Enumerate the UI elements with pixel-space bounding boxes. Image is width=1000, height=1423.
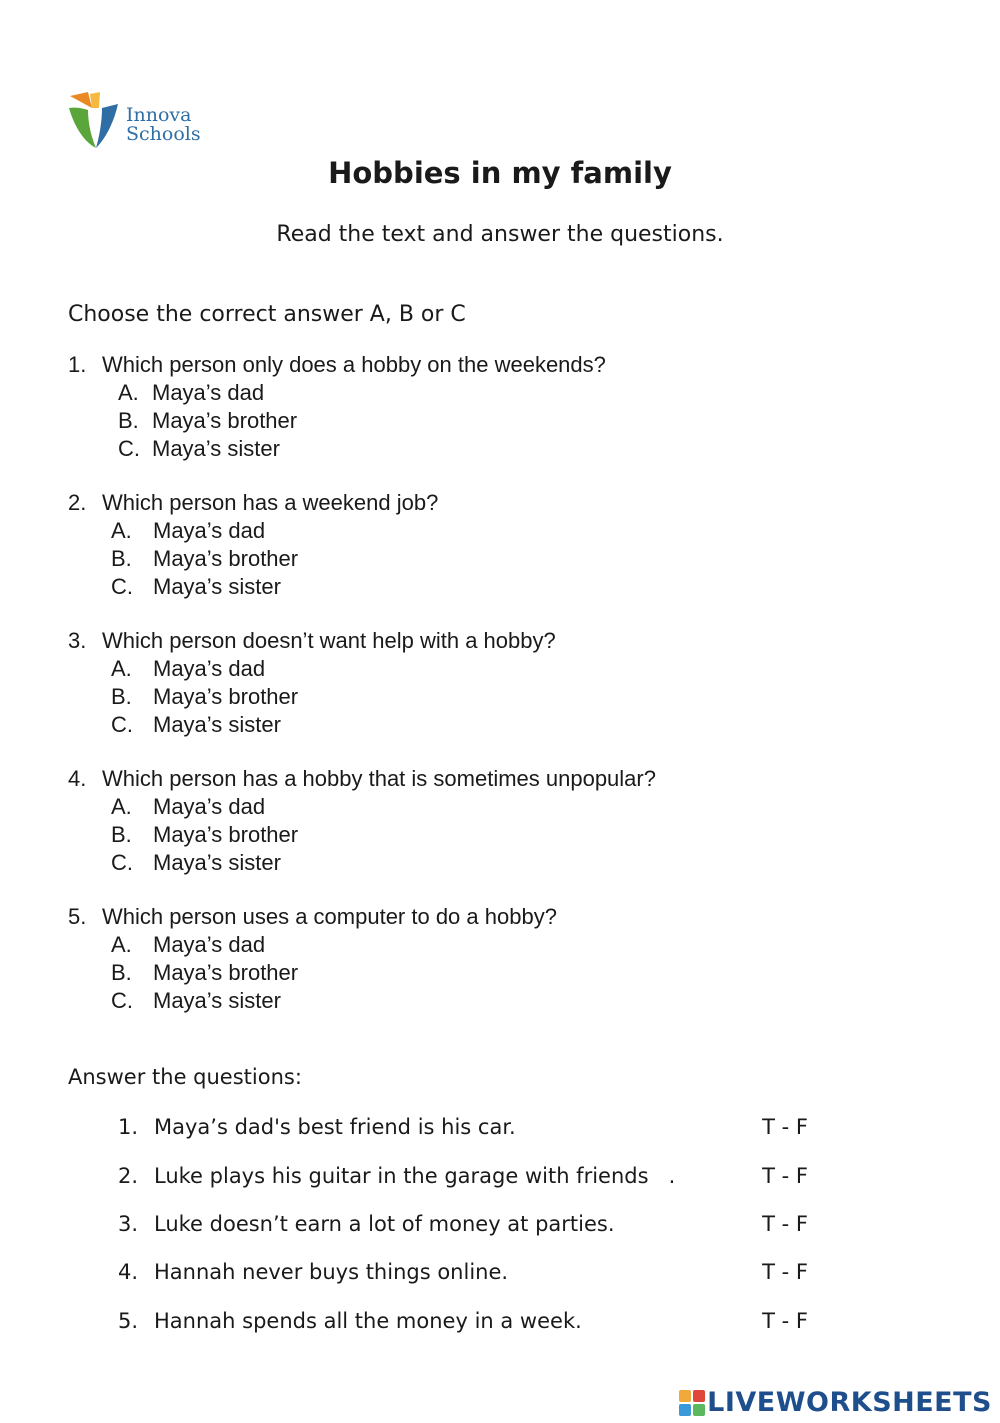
option-letter: C. [111, 712, 133, 737]
tf-statement: Luke plays his guitar in the garage with friends . [154, 1164, 676, 1188]
option-b[interactable] [68, 959, 557, 987]
option-text: Maya’s sister [153, 850, 281, 875]
option-letter: C. [111, 574, 133, 599]
option-text: Maya’s brother [152, 408, 298, 433]
tf-number: 4. [118, 1260, 139, 1284]
option-a[interactable] [68, 931, 557, 959]
option-letter: B. [111, 546, 132, 571]
question-text: Which person has a weekend job? [102, 490, 439, 515]
section-heading-true-false: Answer the questions: [68, 1065, 302, 1089]
true-false-choice[interactable]: T - F [762, 1309, 808, 1333]
option-letter: C. [111, 850, 133, 875]
option-letter: A. [111, 518, 132, 543]
tf-number: 3. [118, 1212, 139, 1236]
option-text: Maya’s brother [153, 822, 299, 847]
option-text: Maya’s brother [153, 684, 299, 709]
option-letter: B. [111, 822, 132, 847]
question-4 [68, 765, 656, 877]
section-heading-multiple-choice: Choose the correct answer A, B or C [68, 302, 466, 327]
page-title: Hobbies in my family [328, 156, 672, 190]
logo-line-1: Innova [126, 104, 192, 126]
option-text: Maya’s sister [153, 574, 281, 599]
tf-item-4 [118, 1257, 808, 1287]
tf-statement: Luke doesn’t earn a lot of money at parties. [154, 1212, 615, 1236]
option-letter: C. [118, 436, 140, 461]
innova-leaf-icon [66, 86, 122, 152]
true-false-choice[interactable]: T - F [762, 1260, 808, 1284]
option-letter: A. [111, 932, 132, 957]
tf-statement: Maya’s dad's best friend is his car. [154, 1115, 516, 1139]
question-text: Which person doesn’t want help with a hobby? [102, 628, 556, 653]
question-1 [68, 351, 606, 463]
option-b[interactable] [68, 683, 556, 711]
option-text: Maya’s sister [153, 712, 281, 737]
question-text: Which person has a hobby that is sometimes unpopular? [102, 766, 656, 791]
option-text: Maya’s brother [153, 546, 299, 571]
option-text: Maya’s brother [153, 960, 299, 985]
tf-number: 1. [118, 1115, 139, 1139]
option-b[interactable] [68, 821, 656, 849]
innova-schools-logo [66, 86, 216, 156]
question-5 [68, 903, 557, 1015]
option-letter: A. [111, 656, 132, 681]
question-2 [68, 489, 438, 601]
question-text: Which person uses a computer to do a hobby? [102, 904, 557, 929]
question-number: 4. [68, 766, 87, 791]
tf-item-2 [118, 1161, 808, 1191]
option-c[interactable] [68, 849, 656, 877]
option-b[interactable] [68, 545, 438, 573]
option-letter: C. [111, 988, 133, 1013]
question-number: 3. [68, 628, 87, 653]
tf-statement: Hannah never buys things online. [154, 1260, 509, 1284]
instructions: Read the text and answer the questions. [276, 222, 724, 247]
option-c[interactable] [68, 435, 606, 463]
question-number: 2. [68, 490, 87, 515]
option-text: Maya’s dad [153, 656, 266, 681]
option-letter: B. [118, 408, 139, 433]
tf-number: 5. [118, 1309, 139, 1333]
option-c[interactable] [68, 573, 438, 601]
option-text: Maya’s sister [152, 436, 280, 461]
tf-statement: Hannah spends all the money in a week. [154, 1309, 582, 1333]
option-text: Maya’s dad [153, 794, 266, 819]
question-number: 5. [68, 904, 87, 929]
true-false-choice[interactable]: T - F [762, 1115, 808, 1139]
option-text: Maya’s dad [153, 932, 266, 957]
tf-item-5 [118, 1306, 808, 1336]
liveworksheets-brand [679, 1386, 992, 1418]
option-letter: A. [111, 794, 132, 819]
option-letter: B. [111, 960, 132, 985]
tf-item-1 [118, 1112, 808, 1142]
tf-item-3 [118, 1209, 808, 1239]
liveworksheets-text: LIVEWORKSHEETS [707, 1387, 992, 1418]
option-letter: B. [111, 684, 132, 709]
true-false-choice[interactable]: T - F [762, 1212, 808, 1236]
question-3 [68, 627, 556, 739]
tf-number: 2. [118, 1164, 139, 1188]
liveworksheets-logo-icon [679, 1390, 705, 1416]
logo-line-2: Schools [126, 123, 201, 145]
option-a[interactable] [68, 655, 556, 683]
question-text: Which person only does a hobby on the weekends? [102, 352, 606, 377]
option-text: Maya’s dad [153, 518, 266, 543]
option-a[interactable] [68, 517, 438, 545]
option-c[interactable] [68, 711, 556, 739]
option-text: Maya’s sister [153, 988, 281, 1013]
option-a[interactable] [68, 793, 656, 821]
option-a[interactable] [68, 379, 606, 407]
option-text: Maya’s dad [152, 380, 265, 405]
option-c[interactable] [68, 987, 557, 1015]
question-number: 1. [68, 352, 87, 377]
option-b[interactable] [68, 407, 606, 435]
true-false-choice[interactable]: T - F [762, 1164, 808, 1188]
option-letter: A. [118, 380, 139, 405]
